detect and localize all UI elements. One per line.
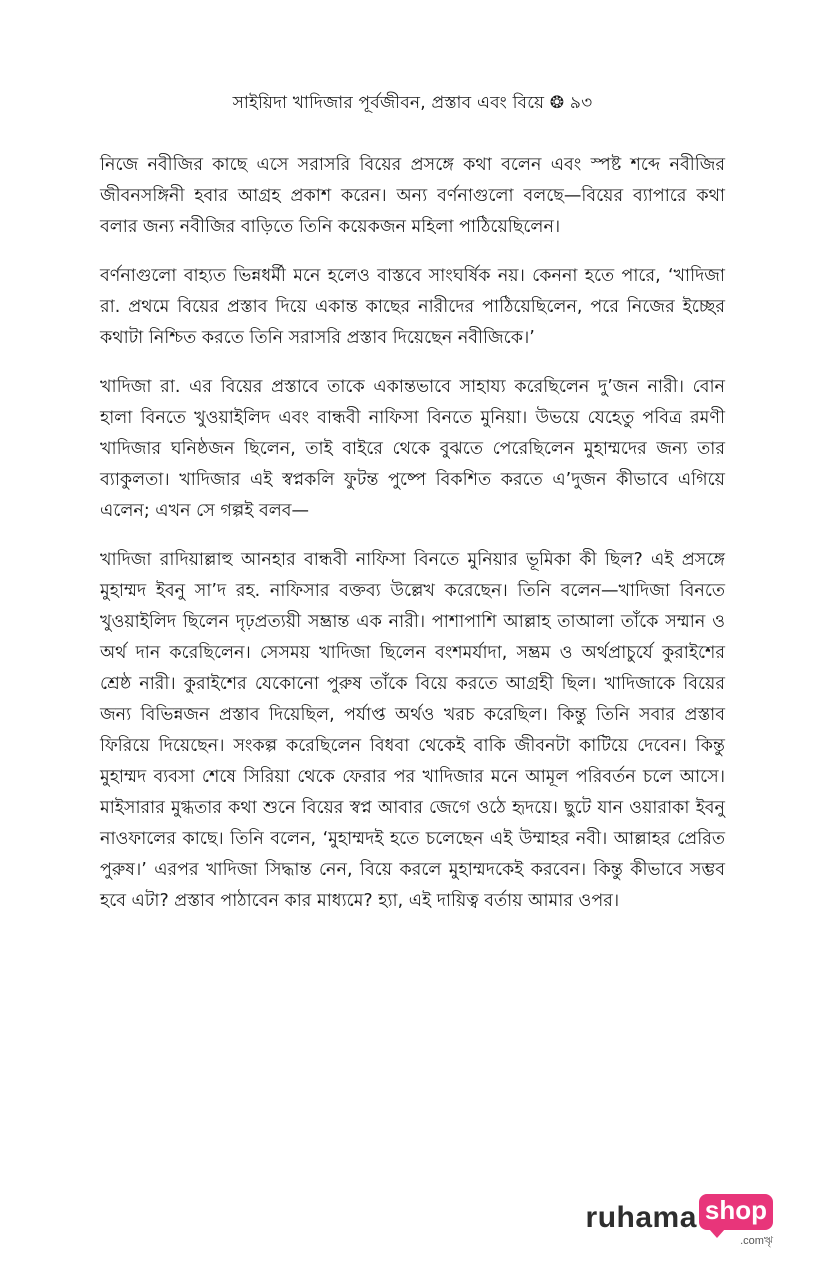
- watermark-brand-ruhama: ruhama: [585, 1201, 697, 1234]
- body-text: [100, 150, 725, 935]
- watermark-domain: .comৠ: [740, 1235, 773, 1247]
- watermark-shop-badge: [699, 1194, 773, 1247]
- paragraph-2: বর্ণনাগুলো বাহ্যত ভিন্নধর্মী মনে হলেও বাস্তবে সাংঘর্ষিক নয়। কেননা হতে পারে, ‘খাদিজা রা. প্রথমে বিয়ের প্রস্তাব দিয়ে একান্ত কাছের নারীদের পাঠিয়েছিলেন, পরে নিজের ইচ্ছের কথাটা নিশ্চিত করতে তিনি সরাসরি প্রস্তাব দিয়েছেন নবীজিকে।’: [100, 266, 725, 348]
- paragraph-3: খাদিজা রা. এর বিয়ের প্রস্তাবে তাকে একান্তভাবে সাহায্য করেছিলেন দু’জন নারী। বোন হালা বিনতে খুওয়াইলিদ এবং বান্ধবী নাফিসা বিনতে মুনিয়া। উভয়ে যেহেতু পবিত্র রমণী খাদিজার ঘনিষ্ঠজন ছিলেন, তাই বাইরে থেকে বুঝতে পেরেছিলেন মুহাম্মদের জন্য তার ব্যাকুলতা। খাদিজার এই স্বপ্নকলি ফুটন্ত পুষ্পে বিকশিত করতে এ’দুজন কীভাবে এগিয়ে এলেন; এখন সে গল্পই বলব—: [100, 377, 725, 521]
- publisher-watermark: [586, 1194, 773, 1247]
- running-header: সাইয়িদা খাদিজার পূর্বজীবন, প্রস্তাব এবং বিয়ে ❂ ৯৩: [232, 93, 593, 113]
- paragraph-1: নিজে নবীজির কাছে এসে সরাসরি বিয়ের প্রসঙ্গে কথা বলেন এবং স্পষ্ট শব্দে নবীজির জীবনসঙ্গিনী হবার আগ্রহ প্রকাশ করেন। অন্য বর্ণনাগুলো বলছে—বিয়ের ব্যাপারে কথা বলার জন্য নবীজির বাড়িতে তিনি কয়েকজন মহিলা পাঠিয়েছিলেন।: [100, 155, 725, 237]
- paragraph-4: খাদিজা রাদিয়াল্লাহু আনহার বান্ধবী নাফিসা বিনতে মুনিয়ার ভূমিকা কী ছিল? এই প্রসঙ্গে মুহাম্মদ ইবনু সা’দ রহ. নাফিসার বক্তব্য উল্লেখ করেছেন। তিনি বলেন—খাদিজা বিনতে খুওয়াইলিদ ছিলেন দৃঢ়প্রত্যয়ী সম্ভ্রান্ত এক নারী। পাশাপাশি আল্লাহ তাআলা তাঁকে সম্মান ও অর্থ দান করেছিলেন। সেসময় খাদিজা ছিলেন বংশমর্যাদা, সম্ভ্রম ও অর্থপ্রাচুর্যে কুরাইশের শ্রেষ্ঠ নারী। কুরাইশের যেকোনো পুরুষ তাঁকে বিয়ে করতে আগ্রহী ছিল। খাদিজাকে বিয়ের জন্য বিভিন্নজন প্রস্তাব দিয়েছিল, পর্যাপ্ত অর্থও খরচ করেছিল। কিন্তু তিনি সবার প্রস্তাব ফিরিয়ে দিয়েছেন। সংকল্প করেছিলেন বিধবা থেকেই বাকি জীবনটা কাটিয়ে দেবেন। কিন্তু মুহাম্মদ ব্যবসা শেষে সিরিয়া থেকে ফেরার পর খাদিজার মনে আমূল পরিবর্তন চলে আসে। মাইসারার মুগ্ধতার কথা শুনে বিয়ের স্বপ্ন আবার জেগে ওঠে হৃদয়ে। ছুটে যান ওয়ারাকা ইবনু নাওফালের কাছে। তিনি বলেন, ‘মুহাম্মদই হতে চলেছেন এই উম্মাহর নবী। আল্লাহর প্রেরিত পুরুষ।’ এরপর খাদিজা সিদ্ধান্ত নেন, বিয়ে করলে মুহাম্মদকেই করবেন। কিন্তু কীভাবে সম্ভব হবে এটা? প্রস্তাব পাঠাবেন কার মাধ্যমে? হ্যা, এই দায়িত্ব বর্তায় আমার ওপর।: [100, 550, 725, 911]
- watermark-brand-shop: shop: [699, 1194, 773, 1230]
